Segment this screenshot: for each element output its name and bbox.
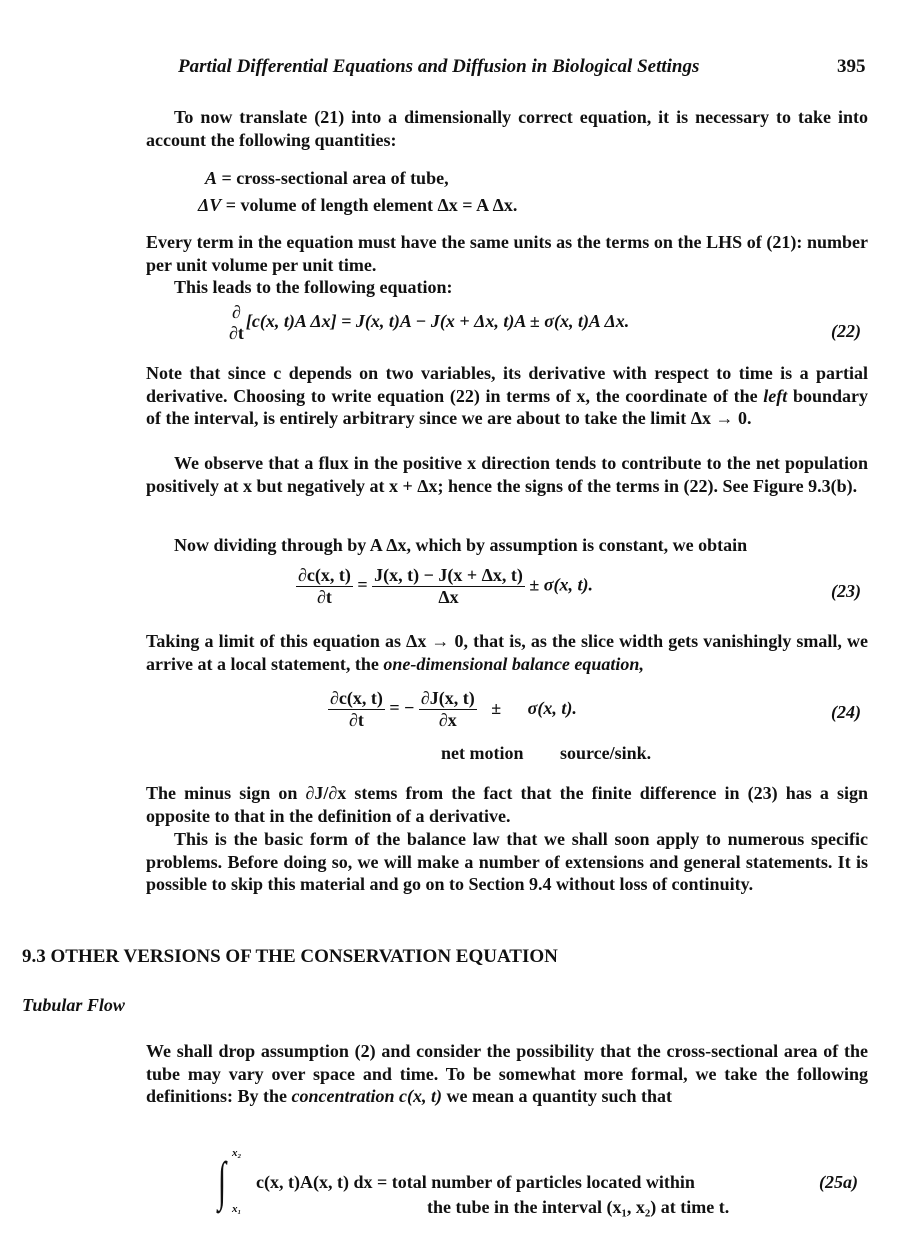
note-part1: Note that since c depends on two variables, its derivative with respect to time is a partial derivative. Choosing to write equation (22) in terms of x, the coordinate of the [146,363,868,406]
eq22-dt: ∂t [229,323,244,343]
definition-volume-symbol: ΔV [198,195,222,215]
equation-24-number: (24) [831,702,861,722]
limit-part1: Taking a limit of this equation as Δx → 0, that is, as the slice width gets vanishingly small, we arrive at a local statement, the [146,631,868,674]
equation-24 [328,688,577,731]
eq24-rhs-num: ∂J(x, t) [420,688,475,708]
leads-paragraph: This leads to the following equation: [174,277,453,297]
eq24-equals: = − [389,697,415,718]
eq23-lhs-num: ∂c(x, t) [298,565,351,585]
integral-sign: ∫ [218,1151,227,1211]
eq23-rhs-num: J(x, t) − J(x + Δx, t) [374,565,523,585]
eq22-partial: ∂ [231,302,241,322]
tubular-part1: We shall drop assumption (2) and consider the possibility that the cross-sectional area of the tube may vary over space and time. To be somewhat more formal, we take the following definitions: By the [146,1041,868,1106]
equation-25a-number: (25a) [819,1172,858,1192]
note-paragraph [146,362,868,430]
eq25a-line2: the tube in the interval (x₁, x₂) at time t. [427,1197,730,1217]
definition-volume [198,195,517,216]
eq24-lhs-den: ∂t [348,710,364,730]
tubular-part2: we mean a quantity such that [442,1086,673,1106]
flux-paragraph: We observe that a flux in the positive x direction tends to contribute to the net population positively at x but negatively at x + Δx; hence the signs of the terms in (22). See Figure 9.3(b). [146,453,868,496]
tubular-emph: concentration c(x, t) [291,1086,443,1106]
eq24-rhs-fraction [419,688,477,731]
eq24-label-motion: net motion [441,743,524,763]
eq23-rhs-fraction [372,565,525,608]
equation-22-number: (22) [831,321,861,341]
eq24-lhs-num: ∂c(x, t) [330,688,383,708]
definition-volume-text: = volume of length element Δx = A Δx. [225,195,518,215]
eq23-tail: ± σ(x, t). [529,574,593,595]
eq24-tail: σ(x, t). [527,697,577,718]
eq23-lhs-fraction [296,565,353,608]
tubular-flow-paragraph [146,1040,868,1108]
eq22-partial-fraction [227,302,246,344]
subsection-heading: Tubular Flow [22,995,125,1015]
page-number: 395 [837,56,866,77]
limit-paragraph [146,630,868,675]
eq24-label-source: source/sink. [560,743,652,763]
intro-paragraph: To now translate (21) into a dimensionally correct equation, it is necessary to take into account the following quantities: [146,107,868,150]
eq24-rhs-den: ∂x [438,710,457,730]
dividing-paragraph: Now dividing through by A Δx, which by assumption is constant, we obtain [174,535,748,555]
integral-lower-limit: x₁ [232,1203,242,1215]
basic-form-paragraph: This is the basic form of the balance law that we shall soon apply to numerous specific problems. Before doing so, we will make a number of extensions and general statements. It is possible to skip this material and go on to Section 9.4 without loss of continuity. [146,829,868,894]
minus-sign-paragraph: The minus sign on ∂J/∂x stems from the fact that the finite difference in (23) has a sign opposite to that in the definition of a derivative. [146,783,868,826]
eq23-lhs-den: ∂t [316,587,332,607]
section-heading: 9.3 OTHER VERSIONS OF THE CONSERVATION EQUATION [22,946,558,967]
running-header-title: Partial Differential Equations and Diffusion in Biological Settings [178,56,700,77]
units-paragraph: Every term in the equation must have the same units as the terms on the LHS of (21): number per unit volume per unit time. [146,232,868,275]
eq23-rhs-den: Δx [438,587,459,607]
equation-23 [296,565,593,608]
definition-area-symbol: A [205,168,218,188]
integral-upper-limit: x₂ [232,1147,242,1159]
eq25a-line1: c(x, t)A(x, t) dx = total number of particles located within [256,1172,695,1192]
definition-area-text: = cross-sectional area of tube, [221,168,449,188]
eq24-lhs-fraction [328,688,385,731]
note-left-word: left [763,385,788,406]
eq22-body: [c(x, t)A Δx] = J(x, t)A − J(x + Δx, t)A ± σ(x, t)A Δx. [245,311,630,332]
eq23-equals: = [357,574,368,595]
definition-area [205,168,449,189]
equation-22 [227,302,629,344]
limit-emph: one-dimensional balance equation, [383,653,644,674]
note-part2: boundary of the interval, is entirely arbitrary since we are about to take the limit Δx → 0. [146,385,868,428]
eq24-pm: ± [491,697,502,718]
equation-23-number: (23) [831,581,861,601]
